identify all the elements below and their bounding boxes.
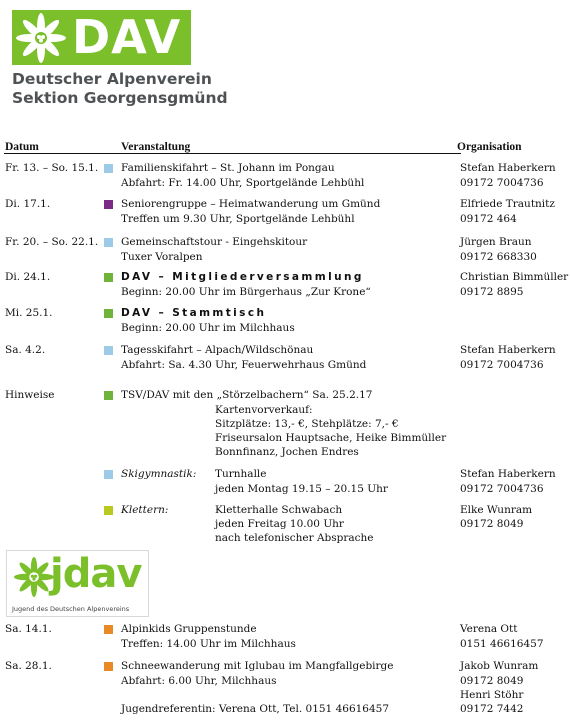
event-detail: Treffen: 14.00 Uhr im Milchhaus bbox=[121, 638, 296, 650]
notes-climb-phone: 09172 8049 bbox=[460, 518, 524, 530]
youth-contact: Jugendreferentin: Verena Ott, Tel. 0151 46616457 bbox=[121, 703, 390, 715]
event-organiser: Jakob Wunram bbox=[460, 660, 539, 672]
event-title: Seniorengruppe – Heimatwanderung um Gmünd bbox=[121, 198, 381, 210]
jdav-logo-subtitle: Jugend des Deutschen Alpenvereins bbox=[12, 605, 130, 613]
event-organiser: Verena Ott bbox=[460, 623, 518, 635]
edelweiss-icon bbox=[16, 13, 66, 63]
event-detail: Abfahrt: Fr. 14.00 Uhr, Sportgelände Lehbühl bbox=[121, 177, 365, 189]
notes-tsv-line: Kartenvorverkauf: bbox=[215, 404, 313, 416]
jdav-logo-text: jdav bbox=[50, 551, 142, 597]
notes-gym-label: Skigymnastik: bbox=[121, 468, 197, 480]
event-date: Fr. 20. – So. 22.1. bbox=[5, 236, 99, 248]
event-title: Familienskifahrt – St. Johann im Pongau bbox=[121, 162, 335, 174]
header-organisation: Organisation bbox=[457, 141, 522, 153]
edelweiss-icon bbox=[14, 557, 54, 597]
event-phone: 09172 8895 bbox=[460, 286, 524, 298]
event-organiser: Henri Stöhr bbox=[460, 689, 524, 701]
event-phone: 09172 7004736 bbox=[460, 359, 544, 371]
event-title: Alpinkids Gruppenstunde bbox=[121, 623, 257, 635]
category-square bbox=[104, 273, 113, 282]
notes-tsv-line: Bonnfinanz, Jochen Endres bbox=[215, 446, 359, 458]
category-square bbox=[104, 200, 113, 209]
notes-gym-line: Turnhalle bbox=[215, 468, 267, 480]
event-title: Tagesskifahrt – Alpach/Wildschönau bbox=[121, 344, 314, 356]
event-phone: 09172 668330 bbox=[460, 251, 537, 263]
event-date: Fr. 13. – So. 15.1. bbox=[5, 162, 99, 174]
category-square bbox=[104, 346, 113, 355]
category-square bbox=[104, 164, 113, 173]
event-detail: Abfahrt: 6.00 Uhr, Milchhaus bbox=[121, 675, 277, 687]
category-square bbox=[104, 391, 113, 400]
event-date: Sa. 14.1. bbox=[5, 623, 52, 635]
jdav-logo bbox=[6, 550, 149, 617]
event-organiser: Jürgen Braun bbox=[460, 236, 532, 248]
section-name: Sektion Georgensgmünd bbox=[12, 89, 228, 107]
event-phone: 09172 7004736 bbox=[460, 177, 544, 189]
dav-logo-text: DAV bbox=[72, 10, 182, 64]
event-date: Sa. 28.1. bbox=[5, 660, 52, 672]
header-date: Datum bbox=[5, 141, 39, 153]
event-phone: 09172 7442 bbox=[460, 703, 524, 715]
event-detail: Beginn: 20.00 Uhr im Bürgerhaus „Zur Krone“ bbox=[121, 286, 371, 298]
category-square bbox=[104, 662, 113, 671]
category-square bbox=[104, 238, 113, 247]
event-detail: Abfahrt: Sa. 4.30 Uhr, Feuerwehrhaus Gmünd bbox=[121, 359, 367, 371]
event-date: Di. 24.1. bbox=[5, 271, 51, 283]
event-phone: 09172 464 bbox=[460, 213, 517, 225]
event-organiser: Elfriede Trautnitz bbox=[460, 198, 555, 210]
notes-climb-line: Kletterhalle Schwabach bbox=[215, 504, 343, 516]
event-phone: 09172 8049 bbox=[460, 675, 524, 687]
category-square bbox=[104, 470, 113, 479]
category-square bbox=[104, 506, 113, 515]
event-organiser: Christian Bimmüller bbox=[460, 271, 569, 283]
notes-tsv-line: Friseursalon Hauptsache, Heike Bimmüller bbox=[215, 432, 447, 444]
header-event: Veranstaltung bbox=[121, 141, 191, 153]
event-title: DAV – Mitgliederversammlung bbox=[121, 271, 364, 283]
notes-gym-phone: 09172 7004736 bbox=[460, 483, 544, 495]
event-date: Sa. 4.2. bbox=[5, 344, 46, 356]
notes-climb-label: Klettern: bbox=[121, 504, 169, 516]
notes-tsv-title: TSV/DAV mit den „Störzelbachern“ Sa. 25.2.17 bbox=[121, 389, 373, 401]
club-name: Deutscher Alpenverein bbox=[12, 70, 212, 88]
notes-tsv-line: Sitzplätze: 13,- €, Stehplätze: 7,- € bbox=[215, 418, 399, 430]
header-rule bbox=[4, 153, 461, 154]
dav-logo bbox=[12, 10, 191, 65]
event-detail: Treffen um 9.30 Uhr, Sportgelände Lehbühl bbox=[121, 213, 355, 225]
event-phone: 0151 46616457 bbox=[460, 638, 544, 650]
event-organiser: Stefan Haberkern bbox=[460, 344, 556, 356]
category-square bbox=[104, 309, 113, 318]
event-detail: Beginn: 20.00 Uhr im Milchhaus bbox=[121, 322, 295, 334]
notes-climb-line: jeden Freitag 10.00 Uhr bbox=[215, 518, 344, 530]
category-square bbox=[104, 625, 113, 634]
event-title: DAV – Stammtisch bbox=[121, 307, 267, 319]
event-title: Gemeinschaftstour - Eingehskitour bbox=[121, 236, 308, 248]
notes-climb-line: nach telefonischer Absprache bbox=[215, 532, 374, 544]
notes-gym-line: jeden Montag 19.15 – 20.15 Uhr bbox=[215, 483, 388, 495]
notes-gym-organiser: Stefan Haberkern bbox=[460, 468, 556, 480]
event-title: Schneewanderung mit Iglubau im Mangfallgebirge bbox=[121, 660, 394, 672]
notes-label: Hinweise bbox=[5, 389, 55, 401]
event-organiser: Stefan Haberkern bbox=[460, 162, 556, 174]
event-date: Mi. 25.1. bbox=[5, 307, 53, 319]
notes-climb-organiser: Elke Wunram bbox=[460, 504, 533, 516]
event-date: Di. 17.1. bbox=[5, 198, 51, 210]
event-detail: Tuxer Voralpen bbox=[121, 251, 203, 263]
